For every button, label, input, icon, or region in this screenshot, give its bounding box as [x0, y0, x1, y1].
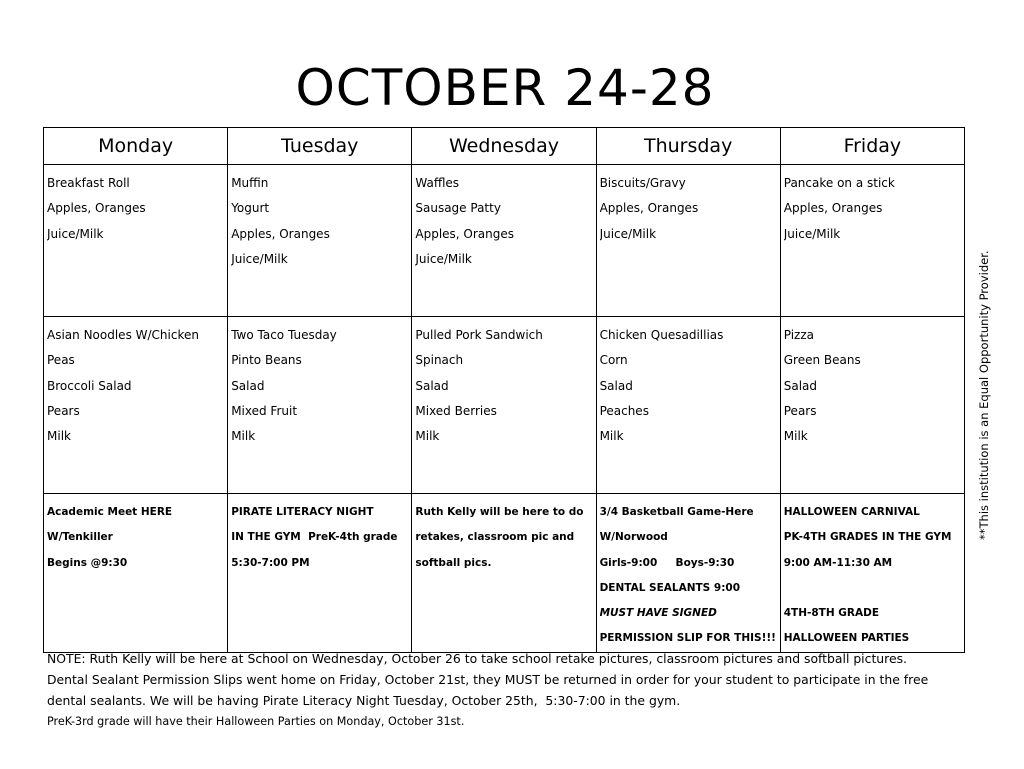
event-line: 4TH-8TH GRADE — [783, 607, 879, 620]
menu-item: Juice/Milk — [783, 226, 841, 241]
menu-item: Milk — [231, 429, 256, 444]
lunch-monday — [44, 317, 228, 494]
menu-item: Juice/Milk — [415, 251, 472, 266]
menu-item: Broccoli Salad — [47, 378, 132, 393]
menu-item: Mixed Berries — [415, 403, 497, 418]
menu-item: Chicken Quesadillias — [599, 328, 724, 342]
menu-item: Pears — [783, 403, 817, 418]
day-header-friday: Friday — [780, 128, 964, 165]
events-thursday — [596, 494, 780, 653]
event-line: Girls-9:00 Boys-9:30 — [599, 556, 735, 569]
menu-item: Peaches — [599, 403, 649, 418]
events-wednesday — [412, 494, 596, 653]
menu-item: Milk — [415, 429, 440, 444]
menu-item: Asian Noodles W/Chicken — [47, 328, 199, 342]
note-line: NOTE: Ruth Kelly will be here at School on Wednesday, October 26 to take school retake pictures, classroom pictures and softball pictures. — [47, 651, 907, 666]
event-line: PERMISSION SLIP FOR THIS!!! — [599, 632, 776, 645]
lunch-row — [44, 317, 965, 494]
menu-item: Pizza — [783, 328, 815, 342]
equal-opportunity-note: **This institution is an Equal Opportunity Provider. — [977, 250, 991, 540]
menu-item: Spinach — [415, 353, 464, 368]
menu-item: Apples, Oranges — [231, 226, 330, 241]
menu-item: Milk — [47, 429, 71, 444]
menu-item: Waffles — [415, 176, 460, 190]
note-line: dental sealants. We will be having Pirate Literacy Night Tuesday, October 25th, 5:30-7:00 in the gym. — [47, 693, 681, 708]
menu-item: Juice/Milk — [231, 251, 288, 266]
lunch-thursday — [596, 317, 780, 494]
page-title: OCTOBER 24-28 — [295, 59, 715, 117]
breakfast-monday — [44, 165, 228, 317]
breakfast-friday — [780, 165, 964, 317]
event-line: DENTAL SEALANTS 9:00 — [599, 581, 741, 594]
menu-item: Biscuits/Gravy — [599, 176, 686, 190]
menu-item: Corn — [599, 353, 628, 368]
event-line: Ruth Kelly will be here to do — [415, 506, 584, 518]
breakfast-wednesday — [412, 165, 596, 317]
menu-item: Salad — [231, 378, 265, 393]
notes-section — [47, 648, 977, 733]
lunch-tuesday — [228, 317, 412, 494]
event-line: HALLOWEEN CARNIVAL — [783, 506, 920, 518]
menu-item: Pears — [47, 403, 80, 418]
event-line: 5:30-7:00 PM — [231, 556, 310, 569]
menu-item: Pulled Pork Sandwich — [415, 328, 543, 342]
day-header-row — [44, 128, 965, 165]
menu-item: Sausage Patty — [415, 201, 501, 216]
menu-item: Juice/Milk — [599, 226, 657, 241]
event-line: softball pics. — [415, 556, 492, 569]
day-header-thursday: Thursday — [596, 128, 780, 165]
breakfast-thursday — [596, 165, 780, 317]
menu-item: Pinto Beans — [231, 353, 302, 368]
menu-item: Breakfast Roll — [47, 176, 130, 190]
events-tuesday — [228, 494, 412, 653]
menu-item: Apples, Oranges — [783, 201, 883, 216]
lunch-wednesday — [412, 317, 596, 494]
menu-item: Salad — [783, 378, 818, 393]
event-line: W/Norwood — [599, 531, 668, 544]
breakfast-tuesday — [228, 165, 412, 317]
event-line: Begins @9:30 — [47, 556, 128, 569]
menu-item: Salad — [415, 378, 449, 393]
events-row — [44, 494, 965, 653]
event-line: MUST HAVE SIGNED — [599, 607, 717, 620]
day-header-wednesday: Wednesday — [412, 128, 596, 165]
note-line: PreK-3rd grade will have their Halloween Parties on Monday, October 31st. — [47, 715, 465, 728]
events-monday — [44, 494, 228, 653]
event-line — [784, 576, 961, 601]
breakfast-row — [44, 165, 965, 317]
event-line: W/Tenkiller — [47, 531, 113, 544]
menu-item: Peas — [47, 353, 75, 368]
event-line: IN THE GYM PreK-4th grade — [231, 531, 398, 544]
menu-calendar — [43, 127, 965, 653]
menu-item: Yogurt — [231, 201, 270, 216]
events-friday — [780, 494, 964, 653]
lunch-friday — [780, 317, 964, 494]
menu-item: Pancake on a stick — [783, 176, 895, 190]
menu-item: Milk — [599, 429, 624, 444]
menu-item: Apples, Oranges — [415, 226, 515, 241]
note-line: Dental Sealant Permission Slips went home on Friday, October 21st, they MUST be returned in order for your student to participate in the free — [47, 672, 929, 687]
event-line: PIRATE LITERACY NIGHT — [231, 506, 374, 518]
menu-item: Mixed Fruit — [231, 403, 298, 418]
day-header-tuesday: Tuesday — [228, 128, 412, 165]
event-line: HALLOWEEN PARTIES — [783, 632, 910, 645]
event-line: 3/4 Basketball Game-Here — [599, 506, 754, 518]
menu-item: Juice/Milk — [47, 226, 104, 241]
event-line: retakes, classroom pic and — [415, 531, 575, 544]
menu-item: Salad — [599, 378, 633, 393]
event-line: 9:00 AM-11:30 AM — [783, 556, 893, 569]
event-line: Academic Meet HERE — [47, 506, 173, 518]
menu-item: Apples, Oranges — [47, 201, 146, 216]
menu-item: Muffin — [231, 176, 269, 190]
menu-item: Apples, Oranges — [599, 201, 699, 216]
event-line: PK-4TH GRADES IN THE GYM — [783, 531, 952, 544]
day-header-monday: Monday — [44, 128, 228, 165]
menu-item: Two Taco Tuesday — [231, 328, 337, 342]
menu-item: Green Beans — [783, 353, 861, 368]
menu-item: Milk — [783, 429, 808, 444]
